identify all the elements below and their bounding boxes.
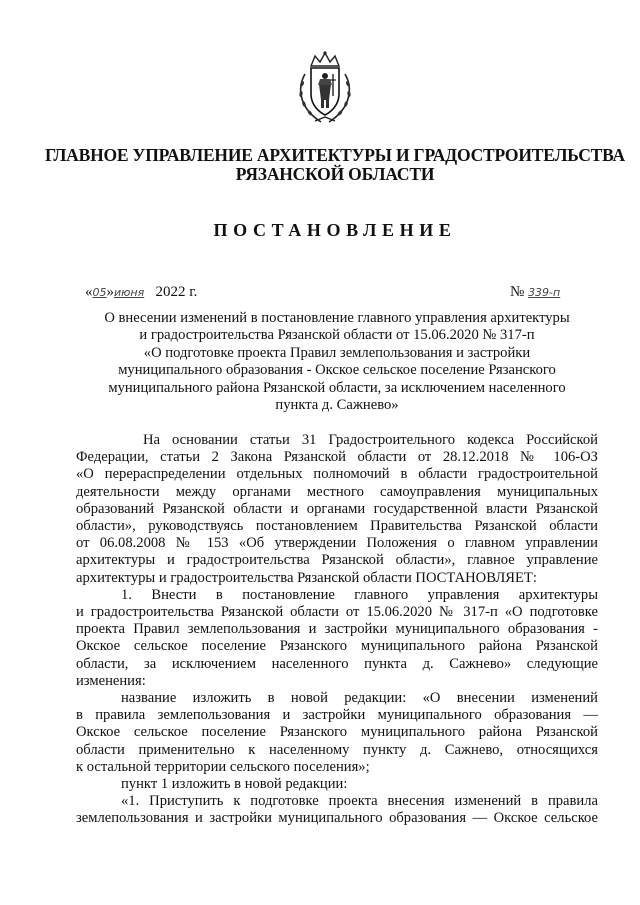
handwritten-day: 05 <box>92 286 107 299</box>
body-line: области», руководствуясь постановлением Правительства Рязанской области <box>76 518 598 535</box>
subject-line: муниципального района Рязанской области, за исключением населенного <box>108 379 566 396</box>
document-number: № 339-п <box>510 284 561 300</box>
point-1-intro: пункт 1 изложить в новой редакции: <box>121 776 348 793</box>
organization-title-line-2: РЯЗАНСКОЙ ОБЛАСТИ <box>235 164 435 184</box>
name-change-line: к остальной территории сельского поселения»; <box>76 758 370 775</box>
name-change-line: название изложить в новой редакции: «О внесении изменений <box>121 690 598 707</box>
point-1-line: «1. Приступить к подготовке проекта внесения изменений в правила <box>121 793 598 810</box>
body-line: На основании статьи 31 Градостроительного кодекса Российской <box>143 432 598 448</box>
item-1-line: Окское сельское поселение Рязанского муниципального района Рязанской <box>76 638 598 655</box>
point-1-line: землепользования и застройки муниципального образования — Окское сельское <box>76 810 598 827</box>
subject-line: О внесении изменений в постановление главного управления архитектуры <box>104 310 570 326</box>
item-1-line: изменения: <box>76 672 146 689</box>
name-change-line: области применительно к населенному пункту д. Сажнево, относящихся <box>76 741 598 758</box>
item-1-line: области, за исключением населенного пункта д. Сажнево» следующие <box>76 655 598 672</box>
document-date: «05»июня 2022 г. <box>85 284 198 300</box>
body-line: архитектуры и градостроительства Рязанской области ПОСТАНОВЛЯЕТ: <box>76 569 537 586</box>
organization-title-line-1: ГЛАВНОЕ УПРАВЛЕНИЕ АРХИТЕКТУРЫ И ГРАДОСТРОИТЕЛЬСТВА <box>45 145 625 165</box>
document-body <box>76 432 598 828</box>
subject-line: муниципального образования - Окское сельское поселение Рязанского <box>118 362 556 379</box>
body-line: Федерации, статьи 2 Закона Рязанской области от 28.12.2018 № 106-ОЗ <box>76 449 598 466</box>
name-change-line: в правила землепользования и застройки муниципального образования — <box>76 707 598 724</box>
subject-line: и градостроительства Рязанской области от 15.06.2020 № 317-п <box>139 327 535 344</box>
item-1-line: проекта Правил землепользования и застройки муниципального образования - <box>76 621 598 638</box>
item-1-line: и градостроительства Рязанской области от 15.06.2020 № 317-п «О подготовке <box>76 604 598 621</box>
body-line: от 06.08.2008 № 153 «Об утверждении Положения о главном управлении <box>76 535 598 552</box>
subject-line: пункта д. Сажнево» <box>275 397 399 414</box>
document-type-heading: ПОСТАНОВЛЕНИЕ <box>213 220 457 240</box>
body-line: образований Рязанской области и органами государственной власти Рязанской <box>76 500 598 517</box>
body-line: архитектуры и градостроительства Рязанской области», главное управление <box>76 552 598 569</box>
body-line: деятельности между органами местного самоуправления муниципальных <box>76 483 598 500</box>
name-change-line: Окское сельское поселение Рязанского муниципального района Рязанской <box>76 724 598 741</box>
handwritten-month: июня <box>114 286 145 299</box>
body-line: «О перераспределении отдельных полномочий в области градостроительной <box>76 466 598 483</box>
ryazan-coat-of-arms-icon <box>293 50 357 126</box>
item-1-line: 1. Внести в постановление главного управления архитектуры <box>121 586 598 603</box>
handwritten-number: 339-п <box>528 286 561 299</box>
subject-line: «О подготовке проекта Правил землепользования и застройки <box>143 344 531 361</box>
document-subject <box>96 310 578 414</box>
